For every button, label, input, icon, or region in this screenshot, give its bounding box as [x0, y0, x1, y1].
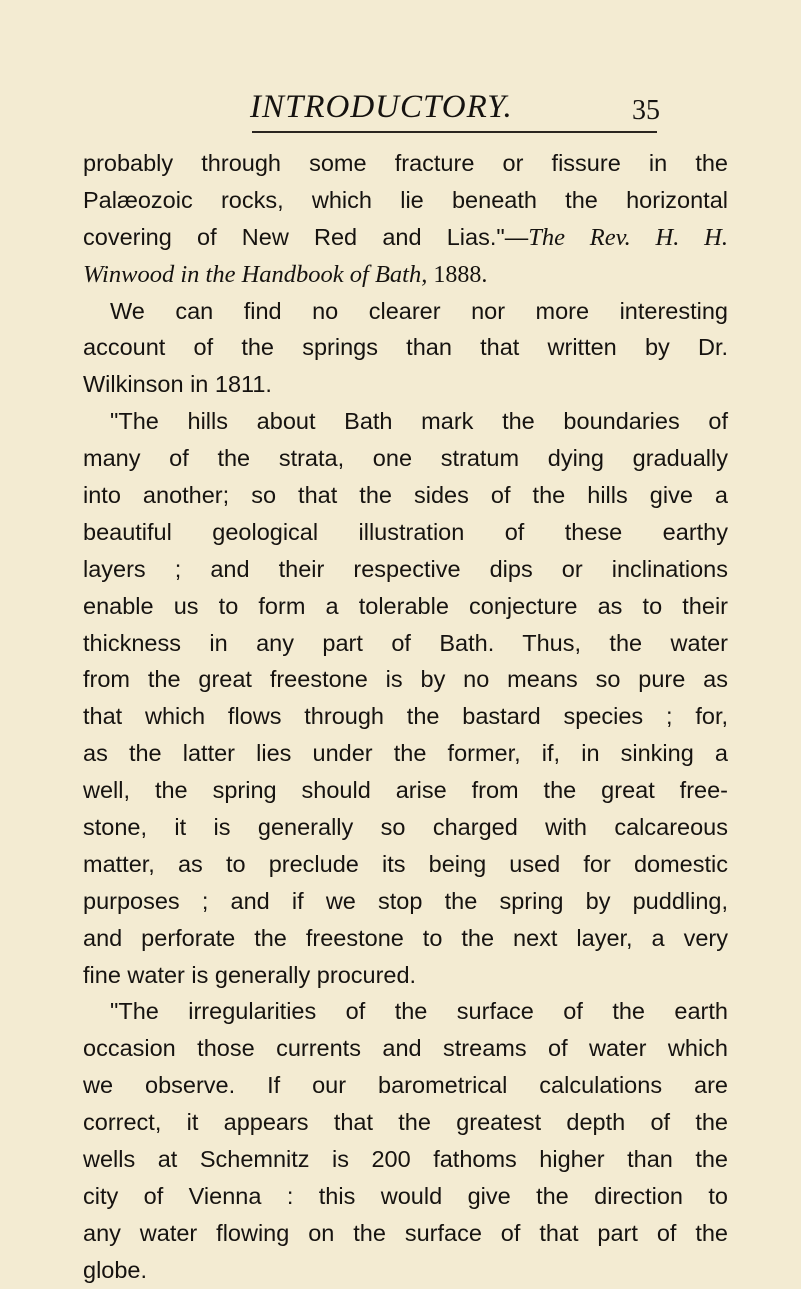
text-line: well, the spring should arise from the great free- [83, 777, 728, 804]
text-run: covering of New Red and Lias."— [83, 223, 529, 250]
text-line: thickness in any part of Bath. Thus, the water [83, 629, 728, 656]
text-line: We can find no clearer nor more interesting [110, 297, 728, 324]
text-line: "The hills about Bath mark the boundaries of [110, 408, 728, 435]
citation-author: The Rev. H. H. [528, 223, 728, 251]
text-line: account of the springs than that written by Dr. [83, 334, 728, 361]
running-head-title: INTRODUCTORY. [250, 89, 513, 125]
text-line [83, 219, 728, 256]
citation-year: 1888. [427, 261, 488, 288]
text-line: globe. [83, 1256, 148, 1283]
header-rule [252, 131, 657, 133]
text-line: fine water is generally procured. [83, 961, 417, 988]
text-line: occasion those currents and streams of water which [83, 1035, 728, 1062]
text-line: purposes ; and if we stop the spring by puddling, [83, 887, 728, 914]
text-line: Wilkinson in 1811. [83, 371, 272, 398]
text-line: enable us to form a tolerable conjecture as to their [83, 592, 728, 619]
text-line: city of Vienna : this would give the direction to [83, 1182, 728, 1209]
text-line: that which flows through the bastard species ; for, [83, 703, 728, 730]
citation-source: Winwood in the Handbook of Bath, [83, 260, 428, 288]
text-line: layers ; and their respective dips or inclinations [83, 555, 728, 582]
text-line: and perforate the freestone to the next layer, a very [83, 924, 728, 951]
text-line: correct, it appears that the greatest depth of the [83, 1109, 728, 1136]
text-line [83, 256, 728, 293]
text-line: from the great freestone is by no means so pure as [83, 666, 728, 693]
text-line: into another; so that the sides of the hills give a [83, 482, 728, 509]
running-head [250, 88, 660, 128]
text-line: Palæozoic rocks, which lie beneath the horizontal [83, 186, 728, 213]
text-line: wells at Schemnitz is 200 fathoms higher than the [83, 1146, 728, 1173]
text-line: stone, it is generally so charged with calcareous [83, 814, 728, 841]
page-number: 35 [632, 95, 660, 126]
text-line: "The irregularities of the surface of the earth [110, 998, 728, 1025]
text-line: we observe. If our barometrical calculations are [83, 1072, 728, 1099]
text-line: matter, as to preclude its being used for domestic [83, 850, 728, 877]
body-text [83, 145, 728, 1289]
text-line: as the latter lies under the former, if, in sinking a [83, 740, 728, 767]
text-line: many of the strata, one stratum dying gradually [83, 445, 728, 472]
text-line: probably through some fracture or fissure in the [83, 150, 728, 176]
text-line: any water flowing on the surface of that part of the [83, 1219, 728, 1246]
text-line: beautiful geological illustration of these earthy [83, 518, 728, 545]
